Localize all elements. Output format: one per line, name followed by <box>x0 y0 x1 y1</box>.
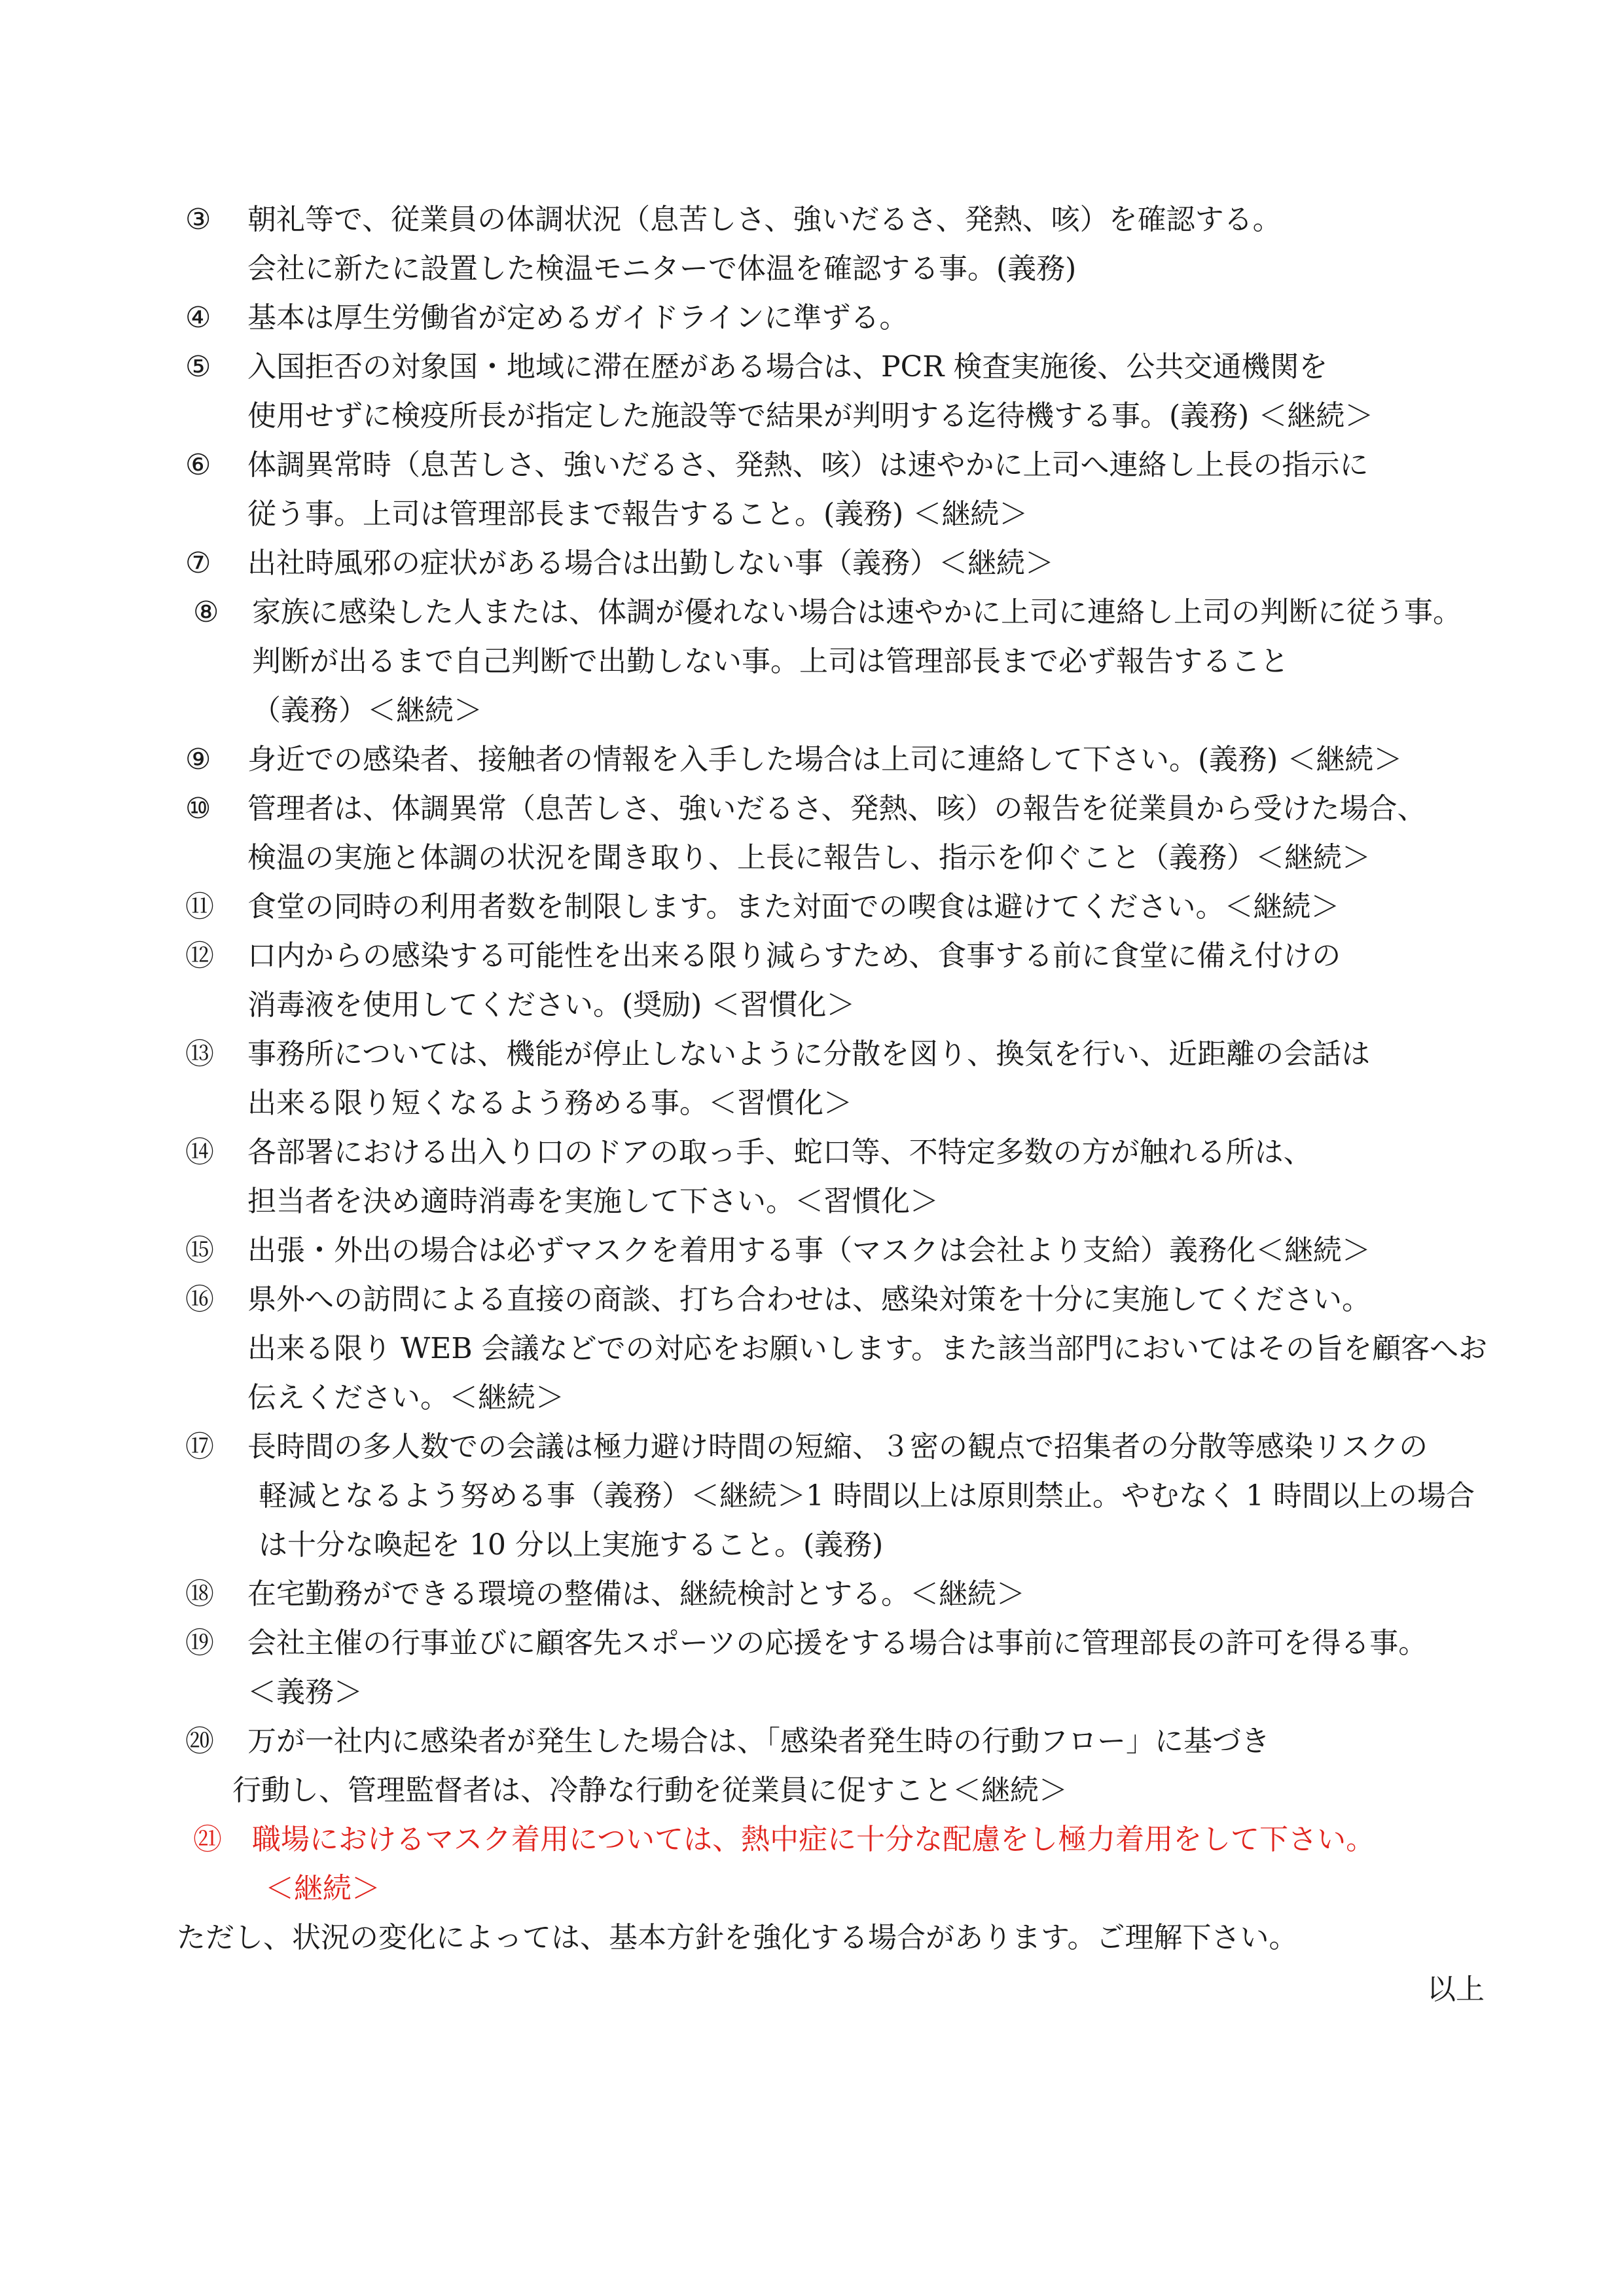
item-6-line-1: 体調異常時（息苦しさ、強いだるさ、発熱、咳）は速やかに上司へ連絡し上長の指示に <box>247 448 1369 482</box>
item-number-14: ⑭ <box>185 1136 214 1169</box>
item-number-4: ④ <box>185 301 211 334</box>
item-8-line-2: 判断が出るまで自己判断で出勤しない事。上司は管理部長まで必ず報告すること <box>252 645 1289 678</box>
item-number-6: ⑥ <box>185 448 211 482</box>
item-16-line-1: 県外への訪問による直接の商談、打ち合わせは、感染対策を十分に実施してください。 <box>247 1283 1371 1316</box>
item-5-line-1: 入国拒否の対象国・地域に滞在歴がある場合は、PCR 検査実施後、公共交通機関を <box>247 350 1328 384</box>
item-number-19: ⑲ <box>185 1626 214 1660</box>
item-6-line-2: 従う事。上司は管理部長まで報告すること。(義務) ＜継続＞ <box>247 497 1028 531</box>
item-number-15: ⑮ <box>185 1234 214 1267</box>
item-number-20: ⑳ <box>185 1725 214 1758</box>
item-21-line-2: ＜継続＞ <box>265 1872 380 1905</box>
item-number-18: ⑱ <box>185 1577 214 1611</box>
item-14-line-1: 各部署における出入り口のドアの取っ手、蛇口等、不特定多数の方が触れる所は、 <box>247 1136 1312 1169</box>
item-4-line-1: 基本は厚生労働省が定めるガイドラインに準ずる。 <box>247 301 909 334</box>
item-17-line-1: 長時間の多人数での会議は極力避け時間の短縮、３密の観点で招集者の分散等感染リスクの <box>247 1430 1428 1463</box>
item-number-12: ⑫ <box>185 939 214 973</box>
item-12-line-2: 消毒液を使用してください。(奨励) ＜習慣化＞ <box>247 988 856 1022</box>
item-18-line-1: 在宅勤務ができる環境の整備は、継続検討とする。＜継続＞ <box>247 1577 1025 1611</box>
item-16-line-2: 出来る限り WEB 会議などでの対応をお願いします。また該当部門においてはその旨を顧客へお <box>247 1332 1488 1365</box>
item-13-line-1: 事務所については、機能が停止しないように分散を図り、換気を行い、近距離の会話は <box>247 1037 1371 1071</box>
item-number-11: ⑪ <box>185 890 214 924</box>
item-7-line-1: 出社時風邪の症状がある場合は出勤しない事（義務）＜継続＞ <box>247 547 1054 580</box>
item-number-5: ⑤ <box>185 350 211 384</box>
item-11-line-1: 食堂の同時の利用者数を制限します。また対面での喫食は避けてください。＜継続＞ <box>247 890 1340 924</box>
item-16-line-3: 伝えください。＜継続＞ <box>247 1381 564 1414</box>
item-number-17: ⑰ <box>185 1430 214 1463</box>
item-number-7: ⑦ <box>185 547 211 580</box>
item-17-line-2: 軽減となるよう努める事（義務）＜継続＞1 時間以上は原則禁止。やむなく 1 時間以上の場合 <box>259 1479 1475 1513</box>
item-20-line-2: 行動し、管理監督者は、冷静な行動を従業員に促すこと＜継続＞ <box>232 1774 1068 1807</box>
item-5-line-2: 使用せずに検疫所長が指定した施設等で結果が判明する迄待機する事。(義務) ＜継続＞ <box>247 399 1374 433</box>
item-3-line-1: 朝礼等で、従業員の体調状況（息苦しさ、強いだるさ、発熱、咳）を確認する。 <box>247 203 1282 236</box>
item-number-16: ⑯ <box>185 1283 214 1316</box>
item-14-line-2: 担当者を決め適時消毒を実施して下さい。＜習慣化＞ <box>247 1185 939 1218</box>
item-9-line-1: 身近での感染者、接触者の情報を入手した場合は上司に連絡して下さい。(義務) ＜継続＞ <box>247 743 1403 776</box>
item-10-line-1: 管理者は、体調異常（息苦しさ、強いだるさ、発熱、咳）の報告を従業員から受けた場合、 <box>247 792 1426 825</box>
item-20-line-1: 万が一社内に感染者が発生した場合は、「感染者発生時の行動フロー」に基づき <box>247 1725 1270 1758</box>
item-19-line-2: ＜義務＞ <box>247 1676 363 1709</box>
item-number-9: ⑨ <box>185 743 211 776</box>
item-number-8: ⑧ <box>193 596 219 629</box>
item-number-13: ⑬ <box>185 1037 214 1071</box>
item-19-line-1: 会社主催の行事並びに顧客先スポーツの応援をする場合は事前に管理部長の許可を得る事。 <box>247 1626 1428 1660</box>
item-13-line-2: 出来る限り短くなるよう務める事。＜習慣化＞ <box>247 1086 852 1120</box>
item-3-line-2: 会社に新たに設置した検温モニターで体温を確認する事。(義務) <box>247 252 1077 285</box>
closing-mark: 以上 <box>1427 1973 1485 2006</box>
footer-note: ただし、状況の変化によっては、基本方針を強化する場合があります。ご理解下さい。 <box>177 1921 1298 1954</box>
item-8-line-3: （義務）＜継続＞ <box>252 694 482 727</box>
item-number-10: ⑩ <box>185 792 211 825</box>
item-10-line-2: 検温の実施と体調の状況を聞き取り、上長に報告し、指示を仰ぐこと（義務）＜継続＞ <box>247 841 1371 874</box>
item-21-line-1: 職場におけるマスク着用については、熱中症に十分な配慮をし極力着用をして下さい。 <box>252 1823 1375 1856</box>
item-15-line-1: 出張・外出の場合は必ずマスクを着用する事（マスクは会社より支給）義務化＜継続＞ <box>247 1234 1371 1267</box>
item-number-3: ③ <box>185 203 211 236</box>
item-number-21: ㉑ <box>193 1823 222 1856</box>
item-12-line-1: 口内からの感染する可能性を出来る限り減らすため、食事する前に食堂に備え付けの <box>247 939 1341 973</box>
item-8-line-1: 家族に感染した人または、体調が優れない場合は速やかに上司に連絡し上司の判断に従う事。 <box>252 596 1462 629</box>
item-17-line-3: は十分な喚起を 10 分以上実施すること。(義務) <box>259 1528 884 1562</box>
